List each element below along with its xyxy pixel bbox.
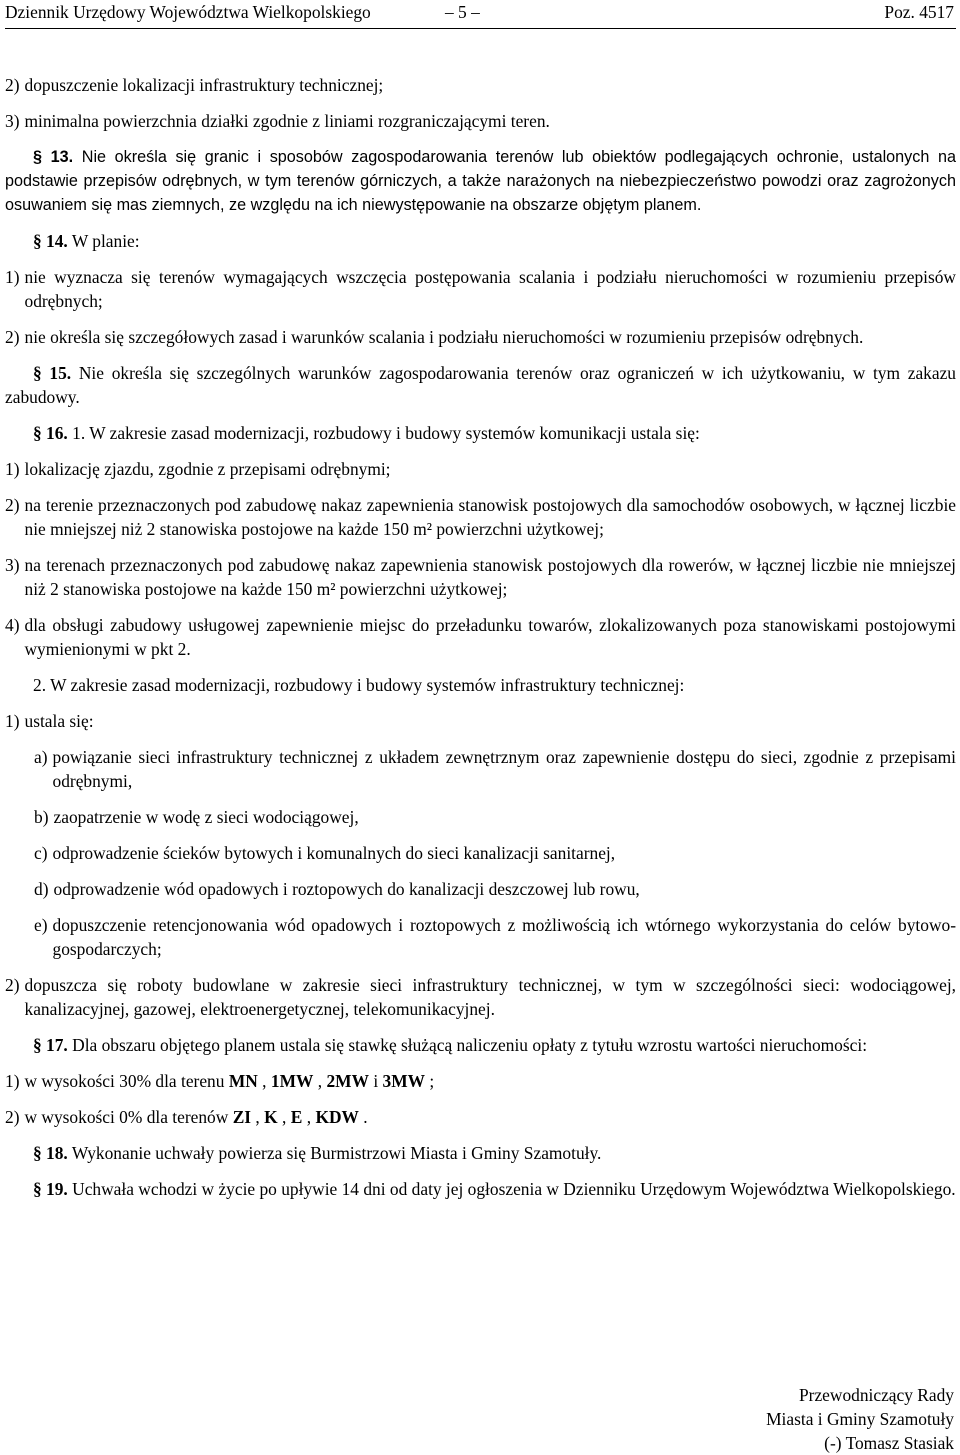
paragraph-text: W zakresie zasad modernizacji, rozbudowy i budowy systemów komunikacji ustala się: — [89, 423, 700, 443]
journal-title: Dziennik Urzędowy Województwa Wielkopolskiego — [5, 2, 371, 22]
separator: ; — [429, 1071, 435, 1091]
item-text: lokalizację zjazdu, zgodnie z przepisami odrębnymi; — [24, 459, 391, 479]
signature-block — [766, 1383, 954, 1455]
item-text: nie określa się szczegółowych zasad i warunków scalania i podziału nieruchomości w rozumieniu przepisów odrębnych. — [24, 327, 864, 347]
zone-code: MN — [228, 1071, 258, 1091]
item-number: 1) — [5, 267, 20, 287]
item-number: 3) — [5, 555, 20, 575]
paragraph-number: § 15. — [33, 363, 72, 383]
list-item — [5, 493, 956, 541]
paragraph-text: Nie określa się granic i sposobów zagospodarowania terenów lub obiektów podlegających ochronie, ustalonych na podstawie przepisów odrębnych, w tym terenów górniczych, a także narażonych na niebezpieczeństwo powodzi oraz zagrożonych osuwaniem się mas ziemnych, ze względu na ich niewystępowanie na obszarze objętym planem. — [5, 148, 956, 214]
paragraph-19 — [5, 1177, 956, 1201]
paragraph-text: W zakresie zasad modernizacji, rozbudowy i budowy systemów infrastruktury technicznej: — [50, 675, 685, 695]
signature-office: Miasta i Gminy Szamotuły — [766, 1409, 954, 1429]
conjunction: i — [373, 1071, 379, 1091]
page-header — [5, 0, 956, 29]
paragraph-14 — [5, 229, 956, 253]
paragraph-16 — [5, 421, 956, 445]
zone-code: E — [290, 1107, 303, 1127]
separator: , — [282, 1107, 287, 1127]
paragraph-text: Nie określa się szczególnych warunków zagospodarowania terenów oraz ograniczeń w ich użytkowaniu, w tym zakazu zabudowy. — [5, 363, 956, 407]
rate-text: w wysokości 0% dla terenów — [24, 1107, 229, 1127]
item-text — [25, 1069, 957, 1093]
paragraph-number: § 13. — [33, 148, 74, 166]
sub-item-letter: b) — [34, 807, 49, 827]
sub-item-text: zaopatrzenie w wodę z sieci wodociągowej, — [53, 807, 359, 827]
item-number: 2) — [5, 1107, 20, 1127]
paragraph-text: Dla obszaru objętego planem ustala się stawkę służącą naliczeniu opłaty z tytułu wzrostu wartości nieruchomości: — [72, 1035, 868, 1055]
zone-code: KDW — [315, 1107, 359, 1127]
paragraph-17 — [5, 1033, 956, 1057]
list-item — [5, 553, 956, 601]
item-number: 4) — [5, 615, 20, 635]
item-text: na terenach przeznaczonych pod zabudowę nakaz zapewnienia stanowisk postojowych dla rowerów, w łącznej liczbie nie mniejszej niż 2 stanowiska postojowe na każde 150 m² powierzchni użytkowej; — [24, 555, 956, 599]
sub-item-letter: c) — [34, 843, 48, 863]
separator: , — [255, 1107, 260, 1127]
paragraph-text: W planie: — [71, 231, 140, 251]
paragraph-number: § 17. — [33, 1035, 68, 1055]
signature-name: (-) Tomasz Stasiak — [824, 1433, 954, 1453]
sub-item-text: odprowadzenie ścieków bytowych i komunalnych do sieci kanalizacji sanitarnej, — [52, 843, 616, 863]
item-number: 1) — [5, 459, 20, 479]
sub-item-text: powiązanie sieci infrastruktury technicznej z układem zewnętrznym oraz zapewnienie dostępu do sieci, zgodnie z przepisami odrębnymi, — [52, 747, 956, 791]
item-number: 2) — [5, 75, 20, 95]
zone-code: 2MW — [326, 1071, 369, 1091]
paragraph-13 — [5, 145, 956, 217]
item-number: 2) — [5, 495, 20, 515]
item-text — [25, 1105, 957, 1129]
sub-item-letter: a) — [34, 747, 48, 767]
page-number: – 5 – — [445, 2, 480, 22]
item-number: 2) — [5, 975, 20, 995]
sub-item — [34, 745, 956, 793]
separator: , — [306, 1107, 312, 1127]
item-number: 1) — [5, 711, 20, 731]
list-item — [5, 613, 956, 661]
item-number: 1) — [5, 1071, 20, 1091]
separator: , — [317, 1071, 323, 1091]
section-number: 1. — [72, 423, 86, 443]
item-number: 2) — [5, 327, 20, 347]
paragraph-text: Uchwała wchodzi w życie po upływie 14 dni od daty jej ogłoszenia w Dzienniku Urzędowym Województwa Wielkopolskiego. — [72, 1179, 956, 1199]
sub-item-letter: d) — [34, 879, 49, 899]
item-text: dopuszczenie lokalizacji infrastruktury technicznej; — [24, 75, 384, 95]
sub-item — [34, 913, 956, 961]
item-text: ustala się: — [24, 711, 94, 731]
item-number: 3) — [5, 111, 20, 131]
zone-code: K — [264, 1107, 278, 1127]
paragraph-15 — [5, 361, 956, 409]
paragraph-18 — [5, 1141, 956, 1165]
list-item — [5, 265, 956, 313]
list-item — [5, 973, 956, 1021]
item-text: nie wyznacza się terenów wymagających wszczęcia postępowania scalania i podziału nieruchomości w rozumieniu przepisów odrębnych; — [24, 267, 956, 311]
document-body — [5, 73, 956, 1213]
list-item — [5, 1105, 956, 1129]
section-number: 2. — [33, 675, 47, 695]
list-item — [5, 457, 956, 481]
paragraph-number: § 16. — [33, 423, 68, 443]
zone-code: ZI — [232, 1107, 252, 1127]
paragraph-text: Wykonanie uchwały powierza się Burmistrzowi Miasta i Gminy Szamotuły. — [71, 1143, 602, 1163]
sub-item-letter: e) — [34, 915, 48, 935]
paragraph-number: § 14. — [33, 231, 68, 251]
item-text: dla obsługi zabudowy usługowej zapewnienie miejsc do przeładunku towarów, zlokalizowanych poza stanowiskami postojowymi wymienionymi w pkt 2. — [24, 615, 956, 659]
list-item — [5, 1069, 956, 1093]
sub-item-text: dopuszczenie retencjonowania wód opadowych i roztopowych z możliwością ich wtórnego wykorzystania do celów bytowo-gospodarczych; — [52, 915, 956, 959]
position-number: Poz. 4517 — [884, 2, 954, 22]
list-item — [5, 325, 956, 349]
sub-item-text: odprowadzenie wód opadowych i roztopowych do kanalizacji deszczowej lub rowu, — [53, 879, 640, 899]
zone-code: 3MW — [382, 1071, 426, 1091]
zone-code: 1MW — [270, 1071, 314, 1091]
separator: , — [262, 1071, 267, 1091]
sub-item — [34, 877, 956, 901]
paragraph-number: § 19. — [33, 1179, 68, 1199]
item-text: dopuszcza się roboty budowlane w zakresie sieci infrastruktury technicznej, w tym w szczególności sieci: wodociągowej, kanalizacyjnej, gazowej, elektroenergetycznej, telekomunikacyjnej. — [24, 975, 956, 1019]
section-2 — [5, 673, 956, 697]
paragraph-number: § 18. — [33, 1143, 68, 1163]
signature-title: Przewodniczący Rady — [798, 1385, 954, 1405]
separator: . — [363, 1107, 368, 1127]
list-item — [5, 73, 956, 97]
item-text: minimalna powierzchnia działki zgodnie z liniami rozgraniczającymi teren. — [24, 111, 550, 131]
sub-item — [34, 841, 956, 865]
rate-text: w wysokości 30% dla terenu — [24, 1071, 225, 1091]
sub-item — [34, 805, 956, 829]
item-text: na terenie przeznaczonych pod zabudowę nakaz zapewnienia stanowisk postojowych dla samochodów osobowych, w łącznej liczbie nie mniejszej niż 2 stanowiska postojowe na każde 150 m² powierzchni użytkowej; — [24, 495, 956, 539]
list-item — [5, 109, 956, 133]
list-item — [5, 709, 956, 733]
